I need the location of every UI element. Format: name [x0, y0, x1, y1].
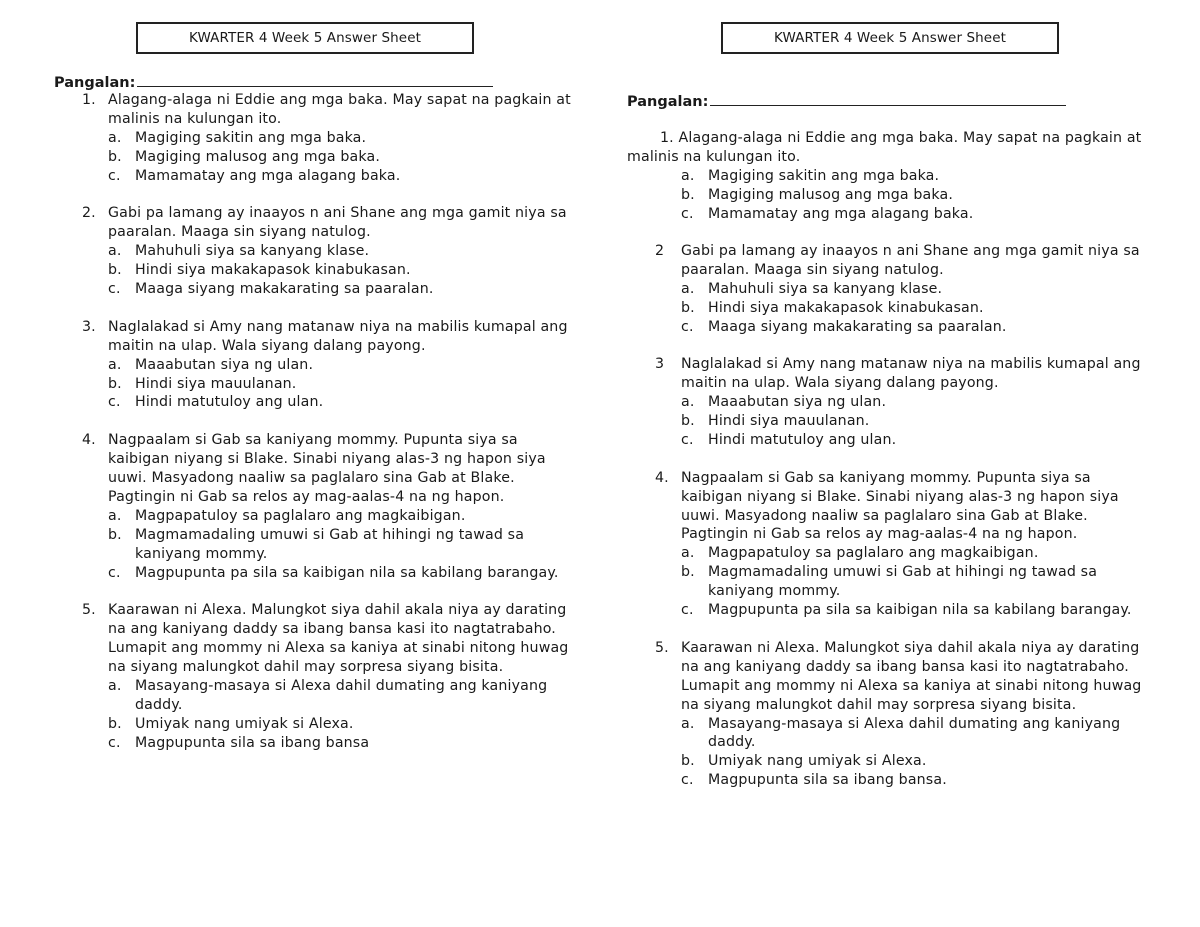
- question-item: [627, 469, 1152, 620]
- question-item: [54, 601, 574, 752]
- option-label: b.: [681, 753, 695, 770]
- spacer: [627, 450, 1152, 469]
- option-text: Magiging sakitin ang mga baka.: [135, 129, 367, 146]
- option-text: Hindi matutuloy ang ulan.: [708, 431, 897, 448]
- option-item[interactable]: [681, 601, 1152, 620]
- option-item[interactable]: [681, 431, 1152, 450]
- option-text: Magpupunta pa sila sa kaibigan nila sa kabilang barangay.: [708, 602, 1132, 619]
- option-label: a.: [681, 167, 695, 184]
- option-item[interactable]: [108, 261, 574, 280]
- question-item: [54, 91, 574, 186]
- option-item[interactable]: [681, 544, 1152, 563]
- option-text: Hindi siya makakapasok kinabukasan.: [135, 262, 411, 279]
- option-text: Mamamatay ang mga alagang baka.: [135, 167, 401, 184]
- option-label: a.: [108, 129, 122, 146]
- option-label: b.: [108, 262, 122, 279]
- sheet-title-box: [136, 22, 474, 54]
- question-body: Nagpaalam si Gab sa kaniyang mommy. Pupunta siya sa kaibigan niyang si Blake. Sinabi niyang alas-3 ng hapon siya uuwi. Masyadong naaliw sa paglalaro sina Gab at Blake. Pagtingin ni Gab sa relos ay mag-aalas-4 na ng hapon.: [108, 432, 546, 505]
- option-item[interactable]: [108, 148, 574, 167]
- spacer: [54, 299, 574, 318]
- option-label: a.: [108, 678, 122, 695]
- question-item: [627, 355, 1152, 450]
- sheet-title-box: [721, 22, 1059, 54]
- option-text: Magmamadaling umuwi si Gab at hihingi ng tawad sa kaniyang mommy.: [135, 526, 525, 562]
- option-label: b.: [108, 148, 122, 165]
- option-text: Magmamadaling umuwi si Gab at hihingi ng tawad sa kaniyang mommy.: [708, 564, 1098, 600]
- option-item[interactable]: [681, 318, 1152, 337]
- option-item[interactable]: [108, 167, 574, 186]
- option-label: b.: [681, 186, 695, 203]
- question-body: Alagang-alaga ni Eddie ang mga baka. May sapat na pagkain at malinis na kulungan ito.: [627, 130, 1142, 165]
- option-label: c.: [681, 205, 694, 222]
- spacer: [627, 336, 1152, 355]
- option-label: c.: [108, 167, 121, 184]
- option-item[interactable]: [108, 677, 574, 715]
- option-text: Hindi siya mauulanan.: [708, 413, 870, 430]
- option-text: Maaga siyang makakarating sa paaralan.: [135, 281, 434, 298]
- name-label: Pangalan:: [54, 75, 136, 91]
- question-item: [54, 431, 574, 582]
- question-1-block: [627, 129, 1152, 224]
- option-label: b.: [681, 299, 695, 316]
- option-item[interactable]: [108, 393, 574, 412]
- option-text: Maaabutan siya ng ulan.: [135, 356, 314, 373]
- question-item: [54, 204, 574, 299]
- question-number: 4.: [82, 432, 96, 449]
- option-item[interactable]: [681, 393, 1152, 412]
- option-text: Masayang-masaya si Alexa dahil dumating ang kaniyang daddy.: [708, 715, 1121, 751]
- option-item[interactable]: [681, 715, 1152, 753]
- question-body: Alagang-alaga ni Eddie ang mga baka. May sapat na pagkain at malinis na kulungan ito.: [108, 92, 571, 127]
- option-item[interactable]: [108, 356, 574, 375]
- option-label: c.: [108, 734, 121, 751]
- question-body: Nagpaalam si Gab sa kaniyang mommy. Pupunta siya sa kaibigan niyang si Blake. Sinabi niyang alas-3 ng hapon siya uuwi. Masyadong naaliw sa paglalaro sina Gab at Blake. Pagtingin ni Gab sa relos ay mag-aalas-4 na ng hapon.: [681, 469, 1119, 543]
- spacer: [627, 223, 1152, 242]
- option-text: Maaabutan siya ng ulan.: [708, 394, 887, 411]
- question-number: 2.: [82, 205, 96, 222]
- option-text: Magpapatuloy sa paglalaro ang magkaibigan.: [708, 545, 1039, 562]
- option-item[interactable]: [108, 564, 574, 583]
- option-label: a.: [681, 715, 695, 732]
- option-label: a.: [108, 356, 122, 373]
- sheet-title: KWARTER 4 Week 5 Answer Sheet: [773, 30, 1007, 46]
- option-text: Magiging malusog ang mga baka.: [135, 148, 380, 165]
- name-label: Pangalan:: [627, 94, 709, 110]
- name-line: [54, 73, 493, 91]
- option-text: Umiyak nang umiyak si Alexa.: [135, 715, 354, 732]
- option-item[interactable]: [108, 375, 574, 394]
- option-item[interactable]: [681, 752, 1152, 771]
- question-number: 2: [655, 242, 665, 259]
- option-text: Umiyak nang umiyak si Alexa.: [708, 753, 927, 770]
- option-label: c.: [681, 318, 694, 335]
- spacer: [54, 186, 574, 205]
- name-blank[interactable]: [137, 73, 493, 87]
- option-text: Mahuhuli siya sa kanyang klase.: [135, 243, 370, 260]
- option-item[interactable]: [681, 167, 1152, 186]
- option-label: c.: [108, 394, 121, 411]
- option-label: a.: [681, 394, 695, 411]
- option-label: c.: [681, 772, 694, 789]
- option-label: b.: [108, 715, 122, 732]
- answer-sheet-right: [627, 0, 1187, 927]
- option-text: Magpupunta sila sa ibang bansa.: [708, 772, 947, 789]
- option-label: c.: [681, 431, 694, 448]
- option-text: Mamamatay ang mga alagang baka.: [708, 205, 974, 222]
- option-item[interactable]: [681, 299, 1152, 318]
- option-text: Mahuhuli siya sa kanyang klase.: [708, 280, 943, 297]
- option-item[interactable]: [108, 242, 574, 261]
- option-label: b.: [681, 413, 695, 430]
- question-number: 1.: [82, 92, 96, 108]
- question-number: 3.: [82, 318, 96, 335]
- spacer: [54, 412, 574, 431]
- question-number: 3: [655, 356, 665, 373]
- question-item: [627, 242, 1152, 337]
- option-label: a.: [108, 243, 122, 260]
- question-item: [627, 639, 1152, 790]
- option-text: Hindi siya makakapasok kinabukasan.: [708, 299, 984, 316]
- option-label: c.: [681, 602, 694, 619]
- question-item: [54, 318, 574, 413]
- question-body: Naglalakad si Amy nang matanaw niya na mabilis kumapal ang maitin na ulap. Wala siyang dalang payong.: [681, 356, 1141, 392]
- option-text: Magpupunta sila sa ibang bansa: [135, 734, 370, 751]
- option-item[interactable]: [108, 715, 574, 734]
- question-list: [627, 223, 1152, 790]
- name-blank[interactable]: [710, 92, 1066, 106]
- option-item[interactable]: [108, 526, 574, 564]
- option-item[interactable]: [108, 507, 574, 526]
- option-item[interactable]: [108, 129, 574, 148]
- question-body: Naglalakad si Amy nang matanaw niya na mabilis kumapal ang maitin na ulap. Wala siyang dalang payong.: [108, 318, 568, 354]
- answer-sheet-left: [54, 0, 614, 927]
- option-text: Magiging sakitin ang mga baka.: [708, 167, 940, 184]
- option-list: [627, 167, 1152, 224]
- question-body: Gabi pa lamang ay inaayos n ani Shane ang mga gamit niya sa paaralan. Maaga sin siyang natulog.: [681, 242, 1140, 278]
- sheet-title: KWARTER 4 Week 5 Answer Sheet: [188, 30, 422, 46]
- question-body: Kaarawan ni Alexa. Malungkot siya dahil akala niya ay darating na ang kaniyang daddy sa ibang bansa kasi ito nagtatrabaho. Lumapit ang mommy ni Alexa sa kaniya at sinabi nitong huwag na siyang malungkot dahil may sorpresa siyang bisita.: [681, 639, 1142, 713]
- question-body: Gabi pa lamang ay inaayos n ani Shane ang mga gamit niya sa paaralan. Maaga sin siyang natulog.: [108, 205, 567, 241]
- option-label: b.: [108, 526, 122, 543]
- question-number: 5.: [655, 639, 669, 656]
- option-item[interactable]: [108, 280, 574, 299]
- option-item[interactable]: [681, 205, 1152, 224]
- spacer: [627, 620, 1152, 639]
- option-text: Maaga siyang makakarating sa paaralan.: [708, 318, 1007, 335]
- option-item[interactable]: [108, 734, 574, 753]
- option-label: a.: [681, 280, 695, 297]
- question-list: [54, 91, 574, 753]
- option-label: a.: [108, 507, 122, 524]
- option-item[interactable]: [681, 280, 1152, 299]
- option-text: Magiging malusog ang mga baka.: [708, 186, 953, 203]
- option-item[interactable]: [681, 563, 1152, 601]
- option-item[interactable]: [681, 771, 1152, 790]
- question-number: 4.: [655, 469, 669, 486]
- option-text: Magpapatuloy sa paglalaro ang magkaibigan.: [135, 507, 466, 524]
- option-text: Masayang-masaya si Alexa dahil dumating ang kaniyang daddy.: [135, 678, 548, 713]
- question-number: 1.: [660, 130, 674, 146]
- option-label: a.: [681, 545, 695, 562]
- spacer: [54, 583, 574, 602]
- option-item[interactable]: [681, 186, 1152, 205]
- option-text: Hindi siya mauulanan.: [135, 375, 297, 392]
- name-line: [627, 92, 1066, 110]
- option-text: Magpupunta pa sila sa kaibigan nila sa kabilang barangay.: [135, 564, 559, 581]
- question-item: [627, 129, 1152, 167]
- question-number: 5.: [82, 602, 96, 619]
- option-label: b.: [681, 564, 695, 581]
- option-text: Hindi matutuloy ang ulan.: [135, 394, 324, 411]
- option-label: b.: [108, 375, 122, 392]
- option-label: c.: [108, 281, 121, 298]
- option-item[interactable]: [681, 412, 1152, 431]
- question-text: [627, 129, 1152, 167]
- question-body: Kaarawan ni Alexa. Malungkot siya dahil akala niya ay darating na ang kaniyang daddy sa ibang bansa kasi ito nagtatrabaho. Lumapit ang mommy ni Alexa sa kaniya at sinabi nitong huwag na siyang malungkot dahil may sorpresa siyang bisita.: [108, 602, 569, 676]
- option-label: c.: [108, 564, 121, 581]
